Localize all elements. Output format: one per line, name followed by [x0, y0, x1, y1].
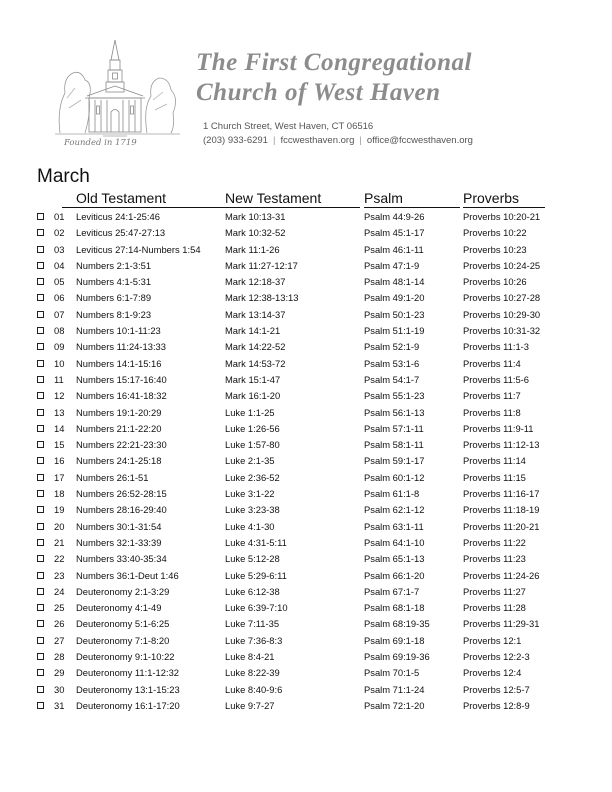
- psalm-reading: Psalm 68:19-35: [364, 618, 430, 630]
- day-checkbox[interactable]: [37, 474, 44, 481]
- reading-row: [0, 307, 612, 323]
- day-number: 18: [54, 488, 65, 500]
- old-testament-reading: Numbers 26:52-28:15: [76, 488, 167, 500]
- day-checkbox[interactable]: [37, 572, 44, 579]
- month-title: March: [37, 166, 90, 187]
- day-number: 12: [54, 390, 65, 402]
- day-checkbox[interactable]: [37, 327, 44, 334]
- day-checkbox[interactable]: [37, 376, 44, 383]
- column-header-new-testament: New Testament: [225, 190, 360, 208]
- reading-row: [0, 323, 612, 339]
- day-number: 01: [54, 211, 65, 222]
- day-checkbox[interactable]: [37, 604, 44, 611]
- reading-row: [0, 665, 612, 681]
- day-number: 30: [54, 683, 65, 695]
- day-checkbox[interactable]: [37, 669, 44, 676]
- day-number: 15: [54, 439, 65, 451]
- day-number: 26: [54, 618, 65, 630]
- proverbs-reading: Proverbs 10:31-32: [463, 325, 541, 337]
- day-number: 16: [54, 455, 65, 467]
- new-testament-reading: Luke 1:1-25: [225, 406, 275, 418]
- day-number: 25: [54, 602, 65, 614]
- psalm-reading: Psalm 53:1-6: [364, 357, 420, 369]
- reading-row: [0, 405, 612, 421]
- psalm-reading: Psalm 69:1-18: [364, 634, 425, 646]
- old-testament-reading: Deuteronomy 11:1-12:32: [76, 667, 180, 679]
- day-number: 09: [54, 341, 65, 353]
- psalm-reading: Psalm 63:1-11: [364, 520, 424, 532]
- psalm-reading: Psalm 61:1-8: [364, 488, 420, 500]
- day-number: 20: [54, 520, 65, 532]
- day-number: 17: [54, 471, 65, 483]
- day-checkbox[interactable]: [37, 392, 44, 399]
- day-number: 21: [54, 536, 65, 548]
- new-testament-reading: Mark 12:18-37: [225, 276, 286, 288]
- proverbs-reading: Proverbs 12:4: [463, 667, 522, 679]
- proverbs-reading: Proverbs 11:27: [463, 585, 526, 597]
- day-checkbox[interactable]: [37, 360, 44, 367]
- old-testament-reading: Deuteronomy 16:1-17:20: [76, 699, 180, 711]
- reading-row: [0, 290, 612, 306]
- new-testament-reading: Luke 3:23-38: [225, 504, 280, 516]
- proverbs-reading: Proverbs 11:14: [463, 455, 526, 467]
- psalm-reading: Psalm 64:1-10: [364, 536, 425, 548]
- new-testament-reading: Luke 9:7-27: [225, 699, 275, 711]
- new-testament-reading: Mark 13:14-37: [225, 308, 286, 320]
- day-number: 14: [54, 422, 65, 434]
- old-testament-reading: Numbers 2:1-3:51: [76, 259, 152, 271]
- reading-row: [0, 356, 612, 372]
- old-testament-reading: Leviticus 27:14-Numbers 1:54: [76, 243, 201, 255]
- phone-number: (203) 933-6291: [203, 135, 268, 146]
- day-number: 03: [54, 243, 65, 255]
- old-testament-reading: Numbers 24:1-25:18: [76, 455, 162, 467]
- day-number: 19: [54, 504, 65, 516]
- psalm-reading: Psalm 56:1-13: [364, 406, 425, 418]
- psalm-reading: Psalm 66:1-20: [364, 569, 425, 581]
- day-checkbox[interactable]: [37, 343, 44, 350]
- proverbs-reading: Proverbs 11:7: [463, 390, 521, 402]
- psalm-reading: Psalm 65:1-13: [364, 553, 425, 565]
- psalm-reading: Psalm 62:1-12: [364, 504, 425, 516]
- proverbs-reading: Proverbs 11:22: [463, 536, 526, 548]
- day-number: 07: [54, 308, 65, 320]
- column-header-old-testament: Old Testament: [62, 190, 226, 208]
- day-checkbox[interactable]: [37, 620, 44, 627]
- day-checkbox[interactable]: [37, 441, 44, 448]
- page-header: [0, 0, 612, 160]
- psalm-reading: Psalm 69:19-36: [364, 651, 430, 663]
- day-number: 28: [54, 651, 65, 663]
- reading-row: [0, 535, 612, 551]
- psalm-reading: Psalm 49:1-20: [364, 292, 425, 304]
- new-testament-reading: Luke 5:12-28: [225, 553, 280, 565]
- proverbs-reading: Proverbs 12:1: [463, 634, 522, 646]
- day-checkbox[interactable]: [37, 523, 44, 530]
- old-testament-reading: Numbers 32:1-33:39: [76, 536, 162, 548]
- day-number: 24: [54, 585, 65, 597]
- proverbs-reading: Proverbs 11:28: [463, 602, 526, 614]
- reading-row: [0, 388, 612, 404]
- day-number: 23: [54, 569, 65, 581]
- new-testament-reading: Mark 16:1-20: [225, 390, 281, 402]
- day-checkbox[interactable]: [37, 686, 44, 693]
- reading-row: [0, 209, 612, 225]
- new-testament-reading: Luke 1:26-56: [225, 422, 280, 434]
- day-number: 22: [54, 553, 65, 565]
- reading-row: [0, 698, 612, 714]
- new-testament-reading: Luke 8:40-9:6: [225, 683, 283, 695]
- psalm-reading: Psalm 58:1-11: [364, 439, 424, 451]
- old-testament-reading: Deuteronomy 7:1-8:20: [76, 634, 170, 646]
- new-testament-reading: Luke 7:11-35: [225, 618, 280, 630]
- psalm-reading: Psalm 45:1-17: [364, 227, 425, 239]
- psalm-reading: Psalm 55:1-23: [364, 390, 425, 402]
- day-checkbox[interactable]: [37, 262, 44, 269]
- proverbs-reading: Proverbs 11:1-3: [463, 341, 530, 353]
- reading-plan-list: [0, 209, 612, 714]
- reading-row: [0, 568, 612, 584]
- old-testament-reading: Numbers 28:16-29:40: [76, 504, 167, 516]
- day-checkbox[interactable]: [37, 539, 44, 546]
- new-testament-reading: Mark 15:1-47: [225, 373, 281, 385]
- proverbs-reading: Proverbs 11:4: [463, 357, 521, 369]
- reading-row: [0, 519, 612, 535]
- old-testament-reading: Deuteronomy 9:1-10:22: [76, 651, 175, 663]
- old-testament-reading: Deuteronomy 2:1-3:29: [76, 585, 170, 597]
- reading-row: [0, 225, 612, 241]
- new-testament-reading: Luke 2:1-35: [225, 455, 275, 467]
- old-testament-reading: Numbers 11:24-13:33: [76, 341, 166, 353]
- day-number: 05: [54, 276, 65, 288]
- reading-row: [0, 486, 612, 502]
- proverbs-reading: Proverbs 10:20-21: [463, 211, 541, 222]
- psalm-reading: Psalm 57:1-11: [364, 422, 424, 434]
- day-checkbox[interactable]: [37, 278, 44, 285]
- new-testament-reading: Luke 5:29-6:11: [225, 569, 287, 581]
- psalm-reading: Psalm 46:1-11: [364, 243, 424, 255]
- founded-caption: Founded in 1719: [64, 138, 137, 148]
- old-testament-reading: Leviticus 24:1-25:46: [76, 211, 160, 222]
- psalm-reading: Psalm 51:1-19: [364, 325, 425, 337]
- psalm-reading: Psalm 50:1-23: [364, 308, 425, 320]
- psalm-reading: Psalm 54:1-7: [364, 373, 420, 385]
- proverbs-reading: Proverbs 11:29-31: [463, 618, 540, 630]
- reading-row: [0, 649, 612, 665]
- old-testament-reading: Numbers 15:17-16:40: [76, 373, 167, 385]
- church-name-line2: Church of West Haven: [196, 79, 441, 106]
- proverbs-reading: Proverbs 10:27-28: [463, 292, 541, 304]
- day-checkbox[interactable]: [37, 457, 44, 464]
- old-testament-reading: Numbers 10:1-11:23: [76, 325, 161, 337]
- proverbs-reading: Proverbs 10:24-25: [463, 259, 541, 271]
- new-testament-reading: Luke 7:36-8:3: [225, 634, 283, 646]
- new-testament-reading: Luke 6:12-38: [225, 585, 280, 597]
- reading-row: [0, 633, 612, 649]
- day-checkbox[interactable]: [37, 213, 44, 220]
- day-checkbox[interactable]: [37, 653, 44, 660]
- psalm-reading: Psalm 59:1-17: [364, 455, 425, 467]
- psalm-reading: Psalm 70:1-5: [364, 667, 420, 679]
- reading-row: [0, 258, 612, 274]
- old-testament-reading: Numbers 6:1-7:89: [76, 292, 152, 304]
- email-link[interactable]: office@fccwesthaven.org: [366, 135, 473, 146]
- proverbs-reading: Proverbs 11:15: [463, 471, 526, 483]
- old-testament-reading: Deuteronomy 4:1-49: [76, 602, 162, 614]
- psalm-reading: Psalm 47:1-9: [364, 259, 420, 271]
- proverbs-reading: Proverbs 11:18-19: [463, 504, 540, 516]
- reading-row: [0, 437, 612, 453]
- new-testament-reading: Mark 10:13-31: [225, 211, 286, 222]
- old-testament-reading: Deuteronomy 13:1-15:23: [76, 683, 180, 695]
- church-name-line1: The First Congregational: [196, 49, 472, 76]
- new-testament-reading: Luke 4:1-30: [225, 520, 275, 532]
- reading-row: [0, 453, 612, 469]
- proverbs-reading: Proverbs 10:29-30: [463, 308, 541, 320]
- day-number: 29: [54, 667, 65, 679]
- day-checkbox[interactable]: [37, 294, 44, 301]
- new-testament-reading: Mark 14:1-21: [225, 325, 281, 337]
- day-checkbox[interactable]: [37, 246, 44, 253]
- proverbs-reading: Proverbs 10:22: [463, 227, 527, 239]
- new-testament-reading: Mark 14:22-52: [225, 341, 286, 353]
- old-testament-reading: Numbers 22:21-23:30: [76, 439, 167, 451]
- proverbs-reading: Proverbs 11:9-11: [463, 422, 534, 434]
- proverbs-reading: Proverbs 11:20-21: [463, 520, 540, 532]
- church-address: 1 Church Street, West Haven, CT 06516: [203, 121, 374, 132]
- proverbs-reading: Proverbs 12:5-7: [463, 683, 530, 695]
- psalm-reading: Psalm 71:1-24: [364, 683, 425, 695]
- day-checkbox[interactable]: [37, 425, 44, 432]
- old-testament-reading: Numbers 36:1-Deut 1:46: [76, 569, 179, 581]
- day-checkbox[interactable]: [37, 506, 44, 513]
- psalm-reading: Psalm 72:1-20: [364, 699, 425, 711]
- proverbs-reading: Proverbs 11:8: [463, 406, 521, 418]
- proverbs-reading: Proverbs 11:24-26: [463, 569, 540, 581]
- new-testament-reading: Luke 1:57-80: [225, 439, 280, 451]
- day-checkbox[interactable]: [37, 588, 44, 595]
- new-testament-reading: Mark 12:38-13:13: [225, 292, 299, 304]
- reading-row: [0, 470, 612, 486]
- church-name: [196, 48, 596, 108]
- new-testament-reading: Mark 10:32-52: [225, 227, 286, 239]
- reading-row: [0, 584, 612, 600]
- old-testament-reading: Numbers 21:1-22:20: [76, 422, 162, 434]
- psalm-reading: Psalm 44:9-26: [364, 211, 425, 222]
- psalm-reading: Psalm 67:1-7: [364, 585, 420, 597]
- old-testament-reading: Numbers 4:1-5:31: [76, 276, 152, 288]
- church-sketch-logo: [55, 38, 180, 138]
- reading-row: [0, 372, 612, 388]
- reading-row: [0, 274, 612, 290]
- reading-row: [0, 242, 612, 258]
- day-number: 04: [54, 259, 65, 271]
- new-testament-reading: Luke 4:31-5:11: [225, 536, 287, 548]
- proverbs-reading: Proverbs 12:8-9: [463, 699, 530, 711]
- reading-row: [0, 682, 612, 698]
- day-number: 27: [54, 634, 65, 646]
- proverbs-reading: Proverbs 10:26: [463, 276, 527, 288]
- reading-row: [0, 421, 612, 437]
- proverbs-reading: Proverbs 11:5-6: [463, 373, 530, 385]
- day-number: 13: [54, 406, 65, 418]
- old-testament-reading: Numbers 16:41-18:32: [76, 390, 167, 402]
- proverbs-reading: Proverbs 11:23: [463, 553, 526, 565]
- day-checkbox[interactable]: [37, 555, 44, 562]
- day-number: 02: [54, 227, 65, 239]
- column-header-proverbs: Proverbs: [463, 190, 545, 208]
- day-number: 11: [54, 373, 64, 385]
- day-checkbox[interactable]: [37, 702, 44, 709]
- day-number: 31: [54, 699, 65, 711]
- old-testament-reading: Numbers 26:1-51: [76, 471, 149, 483]
- old-testament-reading: Numbers 8:1-9:23: [76, 308, 152, 320]
- day-checkbox[interactable]: [37, 409, 44, 416]
- reading-row: [0, 551, 612, 567]
- website-link[interactable]: fccwesthaven.org: [280, 135, 355, 146]
- day-number: 08: [54, 325, 65, 337]
- day-checkbox[interactable]: [37, 311, 44, 318]
- old-testament-reading: Numbers 14:1-15:16: [76, 357, 162, 369]
- reading-row: [0, 616, 612, 632]
- contact-line: (203) 933-6291 | fccwesthaven.org | office@fccwesthaven.org: [203, 135, 473, 146]
- old-testament-reading: Leviticus 25:47-27:13: [76, 227, 166, 239]
- proverbs-reading: Proverbs 11:16-17: [463, 488, 540, 500]
- new-testament-reading: Luke 8:22-39: [225, 667, 280, 679]
- new-testament-reading: Mark 11:1-26: [225, 243, 280, 255]
- new-testament-reading: Mark 14:53-72: [225, 357, 286, 369]
- day-number: 06: [54, 292, 65, 304]
- reading-row: [0, 502, 612, 518]
- column-header-psalm: Psalm: [364, 190, 460, 208]
- old-testament-reading: Numbers 30:1-31:54: [76, 520, 162, 532]
- proverbs-reading: Proverbs 11:12-13: [463, 439, 540, 451]
- day-checkbox[interactable]: [37, 490, 44, 497]
- reading-row: [0, 600, 612, 616]
- psalm-reading: Psalm 68:1-18: [364, 602, 425, 614]
- new-testament-reading: Luke 3:1-22: [225, 488, 275, 500]
- new-testament-reading: Luke 6:39-7:10: [225, 602, 288, 614]
- proverbs-reading: Proverbs 10:23: [463, 243, 527, 255]
- new-testament-reading: Mark 11:27-12:17: [225, 259, 298, 271]
- old-testament-reading: Deuteronomy 5:1-6:25: [76, 618, 170, 630]
- psalm-reading: Psalm 52:1-9: [364, 341, 420, 353]
- new-testament-reading: Luke 2:36-52: [225, 471, 280, 483]
- new-testament-reading: Luke 8:4-21: [225, 651, 275, 663]
- old-testament-reading: Numbers 33:40-35:34: [76, 553, 167, 565]
- psalm-reading: Psalm 60:1-12: [364, 471, 425, 483]
- day-checkbox[interactable]: [37, 637, 44, 644]
- reading-row: [0, 339, 612, 355]
- old-testament-reading: Numbers 19:1-20:29: [76, 406, 162, 418]
- proverbs-reading: Proverbs 12:2-3: [463, 651, 530, 663]
- day-number: 10: [54, 357, 65, 369]
- psalm-reading: Psalm 48:1-14: [364, 276, 425, 288]
- day-checkbox[interactable]: [37, 229, 44, 236]
